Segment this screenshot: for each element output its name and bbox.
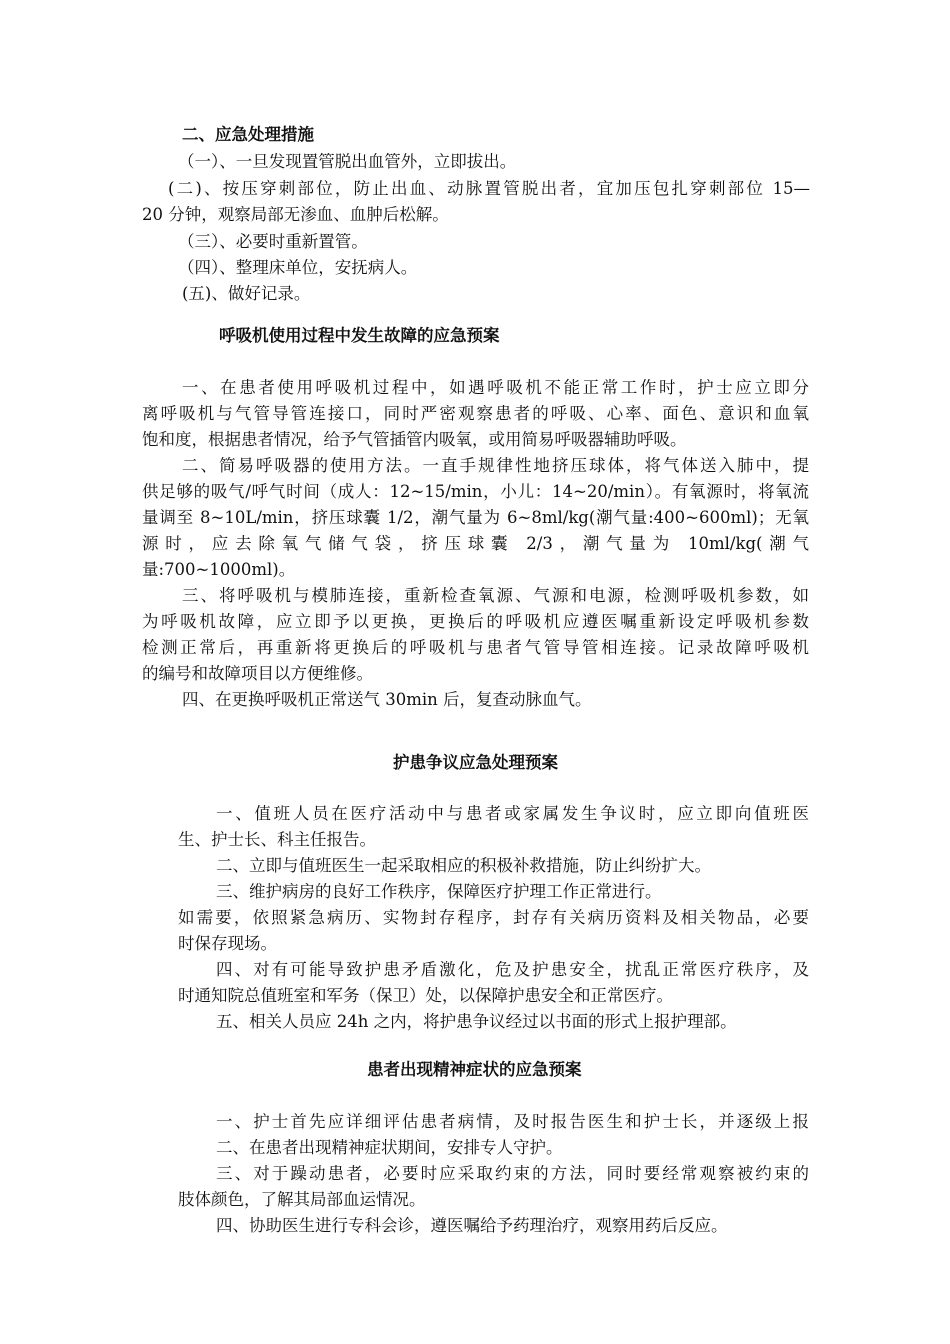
paragraph-line: （三）、必要时重新置管。 (178, 232, 368, 251)
paragraph-line: 三、将呼吸机与模肺连接，重新检查氧源、气源和电源，检测呼吸机参数，如 (182, 586, 809, 605)
paragraph-line: 一、值班人员在医疗活动中与患者或家属发生争议时，应立即向值班医 (216, 804, 809, 823)
paragraph-line: (五)、做好记录。 (182, 284, 311, 303)
paragraph-line: 生、护士长、科主任报告。 (178, 830, 376, 849)
paragraph-line: 四、在更换呼吸机正常送气 30min 后，复查动脉血气。 (182, 690, 592, 709)
section-heading: 二、应急处理措施 (182, 125, 314, 144)
paragraph-line: 饱和度，根据患者情况，给予气管插管内吸氧，或用简易呼吸器辅助呼吸。 (142, 430, 687, 449)
paragraph-line: (二)、按压穿刺部位，防止出血、动脉置管脱出者，宜加压包扎穿刺部位 15— (168, 179, 810, 198)
section-heading: 护患争议应急处理预案 (393, 753, 558, 772)
section-heading: 呼吸机使用过程中发生故障的应急预案 (219, 326, 500, 345)
paragraph-line: 的编号和故障项目以方便维修。 (142, 664, 373, 683)
paragraph-line: 时保存现场。 (178, 934, 277, 953)
paragraph-line: 四、协助医生进行专科会诊，遵医嘱给予药理治疗，观察用药后反应。 (216, 1216, 728, 1235)
paragraph-line: 三、对于躁动患者，必要时应采取约束的方法，同时要经常观察被约束的 (216, 1164, 809, 1183)
paragraph-line: （四）、整理床单位，安抚病人。 (178, 258, 418, 277)
paragraph-line: 五、相关人员应 24h 之内，将护患争议经过以书面的形式上报护理部。 (216, 1012, 737, 1031)
paragraph-line: 为呼吸机故障，应立即予以更换，更换后的呼吸机应遵医嘱重新设定呼吸机参数 (142, 612, 809, 631)
paragraph-line: 如需要，依照紧急病历、实物封存程序，封存有关病历资料及相关物品，必要 (178, 908, 809, 927)
paragraph-line: 肢体颜色，了解其局部血运情况。 (178, 1190, 426, 1209)
paragraph-line: 一、在患者使用呼吸机过程中，如遇呼吸机不能正常工作时，护士应立即分 (182, 378, 809, 397)
paragraph-line: 量调至 8~10L/min，挤压球囊 1/2，潮气量为 6~8ml/kg(潮气量:400~600ml)；无氧 (142, 508, 809, 527)
paragraph-line: 二、在患者出现精神症状期间，安排专人守护。 (216, 1138, 563, 1157)
paragraph-line: 二、简易呼吸器的使用方法。一直手规律性地挤压球体，将气体送入肺中，提 (182, 456, 809, 475)
paragraph-line: 量:700~1000ml)。 (142, 560, 296, 579)
paragraph-line: 二、立即与值班医生一起采取相应的积极补救措施，防止纠纷扩大。 (216, 856, 711, 875)
paragraph-line: 时通知院总值班室和军务（保卫）处，以保障护患安全和正常医疗。 (178, 986, 673, 1005)
paragraph-line: 离呼吸机与气管导管连接口，同时严密观察患者的呼吸、心率、面色、意识和血氧 (142, 404, 809, 423)
paragraph-line: 源时，应去除氧气储气袋，挤压球囊 2/3，潮气量为 10ml/kg(潮气 (142, 534, 809, 553)
paragraph-line: 供足够的吸气/呼气时间（成人：12~15/min，小儿：14~20/min）。有氧源时，将氧流 (142, 482, 809, 501)
paragraph-line: 检测正常后，再重新将更换后的呼吸机与患者气管导管相连接。记录故障呼吸机 (142, 638, 809, 657)
section-heading: 患者出现精神症状的应急预案 (367, 1060, 582, 1079)
paragraph-line: 四、对有可能导致护患矛盾激化，危及护患安全，扰乱正常医疗秩序，及 (216, 960, 809, 979)
paragraph-line: 20 分钟，观察局部无渗血、血肿后松解。 (142, 205, 449, 224)
paragraph-line: （一）、一旦发现置管脱出血管外，立即拔出。 (178, 152, 517, 171)
paragraph-line: 一、护士首先应详细评估患者病情，及时报告医生和护士长，并逐级上报 (216, 1112, 809, 1131)
paragraph-line: 三、维护病房的良好工作秩序，保障医疗护理工作正常进行。 (216, 882, 662, 901)
